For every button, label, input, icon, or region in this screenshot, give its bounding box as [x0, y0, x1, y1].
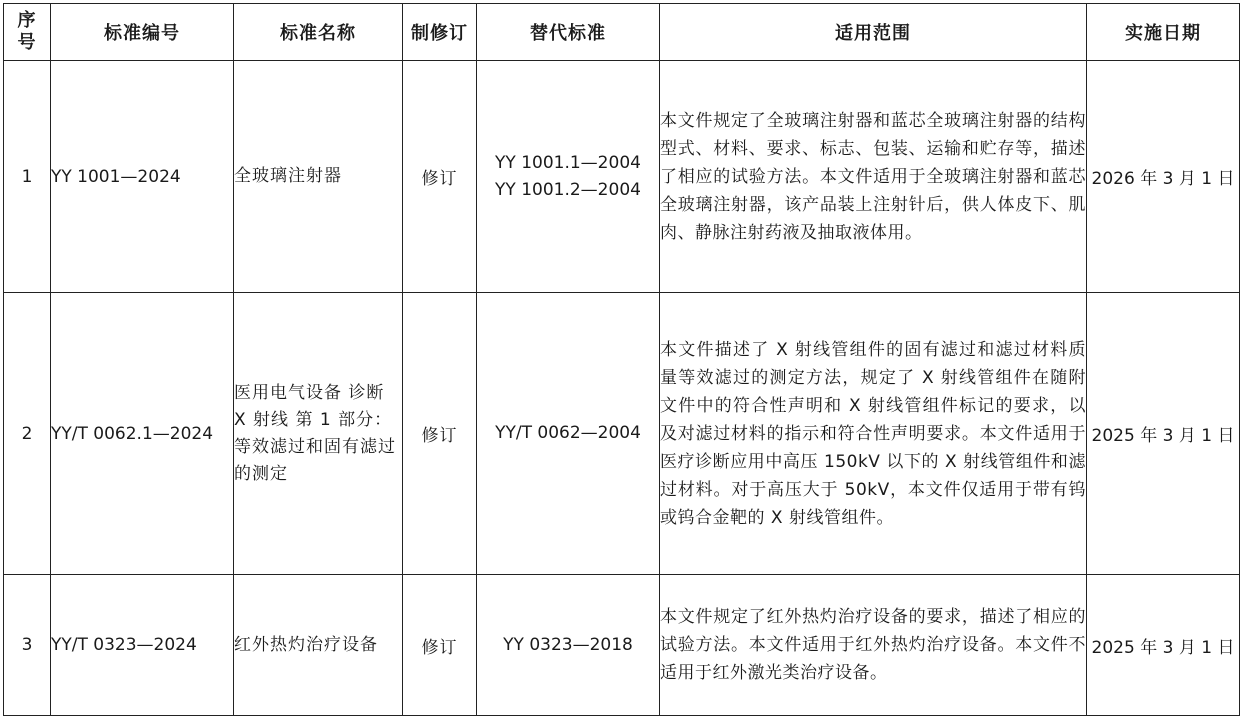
replaced-standard: YY 1001.1—2004	[495, 152, 641, 173]
cell-revision: 修订	[403, 293, 477, 575]
table-body	[4, 61, 1240, 716]
header-seq	[4, 4, 51, 61]
header-row	[4, 4, 1240, 61]
cell-revision: 修订	[403, 61, 477, 293]
header-seq-label: 序号	[17, 10, 37, 53]
header-date: 实施日期	[1087, 4, 1240, 61]
cell-name: 医用电气设备 诊断 X 射线 第 1 部分：等效滤过和固有滤过的测定	[234, 293, 403, 575]
header-name: 标准名称	[234, 4, 403, 61]
replaced-standard: YY 0323—2018	[503, 634, 633, 655]
cell-seq: 3	[4, 575, 51, 716]
cell-replaced	[477, 575, 660, 716]
header-replaced: 替代标准	[477, 4, 660, 61]
cell-replaced	[477, 61, 660, 293]
cell-date: 2026 年 3 月 1 日	[1087, 61, 1240, 293]
cell-seq: 2	[4, 293, 51, 575]
table-row	[4, 293, 1240, 575]
cell-date: 2025 年 3 月 1 日	[1087, 293, 1240, 575]
table-row	[4, 575, 1240, 716]
replaced-standard: YY/T 0062—2004	[495, 423, 641, 443]
cell-code: YY/T 0062.1—2024	[51, 293, 234, 575]
cell-date: 2025 年 3 月 1 日	[1087, 575, 1240, 716]
cell-scope: 本文件规定了全玻璃注射器和蓝芯全玻璃注射器的结构型式、材料、要求、标志、包装、运输和贮存等，描述了相应的试验方法。本文件适用于全玻璃注射器和蓝芯全玻璃注射器，该产品装上注射针后，供人体皮下、肌肉、静脉注射药液及抽取液体用。	[660, 61, 1087, 293]
standards-table	[3, 3, 1240, 716]
cell-seq: 1	[4, 61, 51, 293]
header-code: 标准编号	[51, 4, 234, 61]
cell-name: 红外热灼治疗设备	[234, 575, 403, 716]
cell-code: YY/T 0323—2024	[51, 575, 234, 716]
cell-revision: 修订	[403, 575, 477, 716]
replaced-standard: YY 1001.2—2004	[495, 179, 641, 200]
cell-name: 全玻璃注射器	[234, 61, 403, 293]
header-scope: 适用范围	[660, 4, 1087, 61]
header-revision: 制修订	[403, 4, 477, 61]
cell-scope: 本文件规定了红外热灼治疗设备的要求，描述了相应的试验方法。本文件适用于红外热灼治疗设备。本文件不适用于红外激光类治疗设备。	[660, 575, 1087, 716]
table-row	[4, 61, 1240, 293]
cell-code: YY 1001—2024	[51, 61, 234, 293]
table-header	[4, 4, 1240, 61]
cell-scope: 本文件描述了 X 射线管组件的固有滤过和滤过材料质量等效滤过的测定方法，规定了 X 射线管组件在随附文件中的符合性声明和 X 射线管组件标记的要求，以及对滤过材料的指示和符合性声明要求。本文件适用于医疗诊断应用中高压 150kV 以下的 X 射线管组件和滤过材料。对于高压大于 50kV，本文件仅适用于带有钨或钨合金靶的 X 射线管组件。	[660, 293, 1087, 575]
cell-replaced	[477, 293, 660, 575]
